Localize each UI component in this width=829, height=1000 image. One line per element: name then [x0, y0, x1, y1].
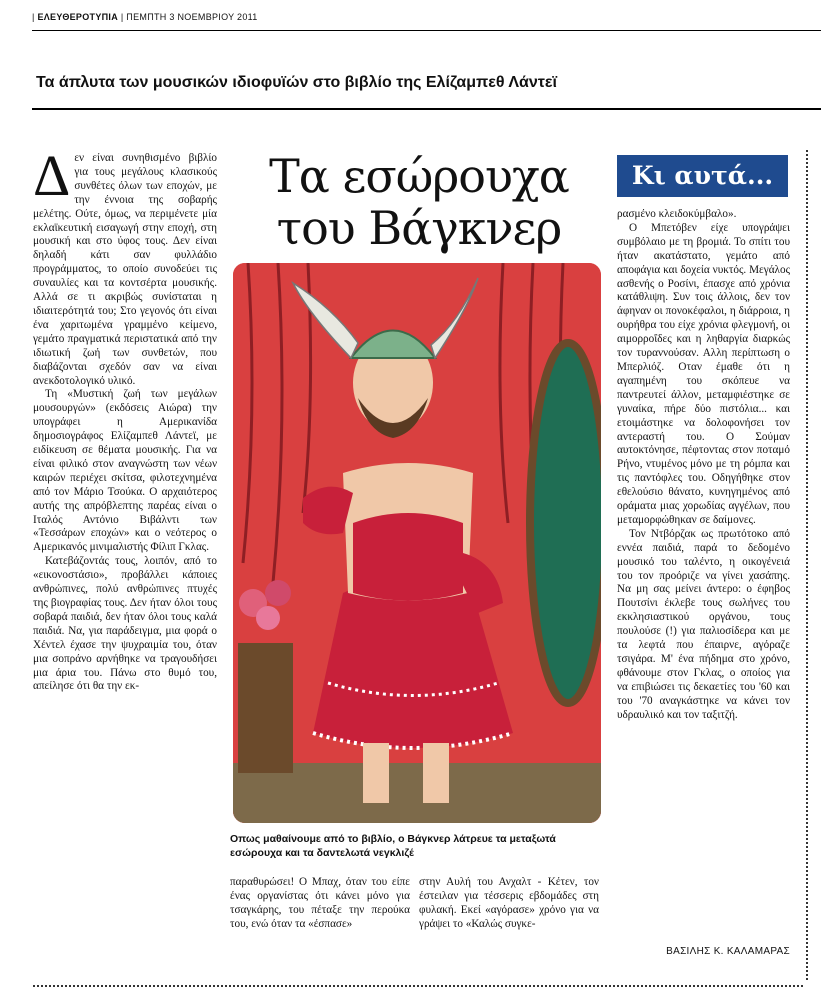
- article-paragraph: ρασμένο κλειδοκύμβαλο».: [617, 208, 737, 220]
- headline-line-1: Τα εσώρουχα: [269, 149, 569, 203]
- masthead: [32, 12, 809, 28]
- illustration-drawing: [233, 263, 601, 823]
- article-column-4: [617, 208, 790, 723]
- kicker-rule: [32, 108, 821, 110]
- article-column-1: [33, 143, 217, 694]
- article-paragraph: Τη «Μυστική ζωή των μεγάλων μουσουργών» (εκδόσεις Αιώρα) την υπογράφει η Αμερικανίδα δημοσιογράφος Ελίζαμπεθ Λάντεϊ, με ειδίκευση σε θέματα μουσικής. Για να είναι φιλικό στον αναγνώστη των νέων καιρών περιέχει σκίτσα, φιλοτεχνημένα από τον Μάριο Τσούκα. Ο αρχαιότερος αυτής της απρόβλεπτης παρέας είναι ο Ιταλός Αντόνιο Βιβάλντι των «Τεσσάρων εποχών» και ο νεότερος ο Αμερικανός μινιμαλιστής Φίλιπ Γκλας.: [33, 388, 217, 554]
- publication-name: ΕΛΕΥΘΕΡΟΤΥΠΙΑ: [37, 12, 119, 22]
- issue-date: ΠΕΜΠΤΗ 3 ΝΟΕΜΒΡΙΟΥ 2011: [126, 12, 258, 22]
- drop-cap: Δ: [33, 143, 71, 208]
- kicker-headline: Τα άπλυτα των μουσικών ιδιοφυϊών στο βιβλίο της Ελίζαμπεθ Λάντεϊ: [36, 74, 557, 91]
- article-paragraph: Κατεβάζοντάς τους, λοιπόν, από το «εικονοστάσιο», προβάλλει κάποιες ανθρώπινες, πολύ ανθρώπινες πτυχές της βιογραφίας τους. Δεν ήταν όλοι τους σοβαρά παιδιά, δεν ήταν όλοι τους καλά παιδιά. Να, για παράδειγμα, μια φορά ο Χέντελ έχασε την ψυχραιμία του, όταν μια σοπράνο αρνήθηκε να τραγουδήσει μια άρια του. Πάνω στο θυμό του, απείλησε ότι θα την εκ-: [33, 555, 217, 693]
- vertical-dotted-divider: [806, 150, 808, 980]
- illustration-caption: Οπως μαθαίνουμε από το βιβλίο, ο Βάγκνερ λάτρευε τα μεταξωτά εσώρουχα και τα δαντελωτά νεγκλιζέ: [230, 833, 556, 859]
- article-paragraph: στην Αυλή του Ανχαλτ - Κέτεν, τον έστειλαν για τέσσερις εβδομάδες στη φυλακή. Εκεί «αγόρασε» χρόνο για να γράψει το «Καλώς συγκε-: [419, 876, 599, 930]
- sidebar-title-badge: Κι αυτά...: [617, 155, 788, 197]
- masthead-bar: |: [32, 12, 35, 22]
- author-byline: ΒΑΣΙΛΗΣ Κ. ΚΑΛΑΜΑΡΑΣ: [666, 946, 790, 957]
- masthead-separator: |: [120, 12, 124, 22]
- article-paragraph: Τον Ντβόρζακ ως πρωτότοκο από εννέα παιδιά, παρά το δεδομένο μουσικό του ταλέντο, η οικογένειά του τον προόριζε να γίνει χασάπης. Να μη σας μείνει άντερο: ο έφηβος Πουτσίνι έκλεβε τους σωλήνες του εκκλησιαστικού οργάνου, τους πουλούσε (!) για παλιοσίδερα και με τα λεφτά που έπαιρνε, αγόραζε τσιγάρα. Μ' ένα πήδημα στο χρόνο, φθάνουμε στον Γκλας, ο οποίος για να επιβιώσει τις δεκαετίες του '60 και του '70 αναγκάστηκε να κάνει τον υδραυλικό και τον ταξιτζή.: [617, 527, 790, 721]
- horizontal-dotted-divider: [33, 985, 803, 987]
- article-column-2: [230, 876, 410, 932]
- headline-line-2: του Βάγκνερ: [276, 201, 562, 255]
- article-paragraph: [33, 143, 217, 388]
- wagner-illustration: [233, 263, 601, 823]
- article-paragraph: παραθυρώσει! Ο Μπαχ, όταν του είπε ένας οργανίστας ότι κάνει μόνο για τσαγκάρης, του πέταξε την περούκα του, ενώ όταν τα «έσπασε»: [230, 876, 410, 930]
- paragraph-text: εν είναι συνηθισμένο βιβλίο για τους μεγάλους κλασικούς συνθέτες όλων των εποχών, με την έννοια της σοβαρής μελέτης. Ούτε, όμως, να περιμένετε μία εκλαϊκευτική εισαγωγή στην εποχή, στη μουσική και στο ύφος τους. Δεν είναι δηλαδή κάτι σαν φυλλάδιο προγράμματος, το οποίο συνοδεύει τις συναυλίες και τα κοντσέρτα μουσικής. Αλλά σε τι ακριβώς συνίσταται η ιδιαιτερότητά του; Στο γεγονός ότι είναι ένα χαριτωμένα γραμμένο κείμενο, γεμάτο πραγματικά περιστατικά από την ιδιωτική ζωή των συνθετών, που διαβάζονται σχεδόν σαν να είναι ανεκδοτολογικό υλικό.: [33, 152, 217, 387]
- main-headline: [226, 150, 612, 254]
- article-paragraph: Ο Μπετόβεν είχε υπογράψει συμβόλαιο με τη βρομιά. Το σπίτι του ήταν ακατάστατο, γεμάτο από αποφάγια και δοχεία νυκτός. Μεγάλος ασθενής ο Ροσίνι, έπασχε από χρόνια κατάθλιψη. Συν τοις άλλοις, δεν τον άφηναν οι πονοκέφαλοι, η διάρροια, η ουρήθρα του είχε χρόνια φλεγμονή, οι αιμορροΐδες και η ληθαργία διαρκώς τον τυραννούσαν. Αλλη περίπτωση ο Μπερλιόζ. Οταν έμαθε ότι η αγαπημένη του σκόπευε να παντρευτεί άλλον, μεταμφιέστηκε σε γυναίκα, πήρε δύο πιστόλια... και ετοιμάστηκε να δολοφονήσει τον αντεραστή του. Ο Σούμαν αυτοκτόνησε, πέφτοντας στον ποταμό Ρήνο, ντυμένος μόνο με τη ρόμπα και τις παντόφλες του. Οδηγήθηκε στον εθελούσιο θάνατο, κυνηγημένος από οράματα μιας χορωδίας αγγέλων, που μεταμορφώθηκαν σε δαίμονες.: [617, 221, 790, 526]
- article-column-3: [419, 876, 599, 932]
- top-rule: [32, 30, 821, 31]
